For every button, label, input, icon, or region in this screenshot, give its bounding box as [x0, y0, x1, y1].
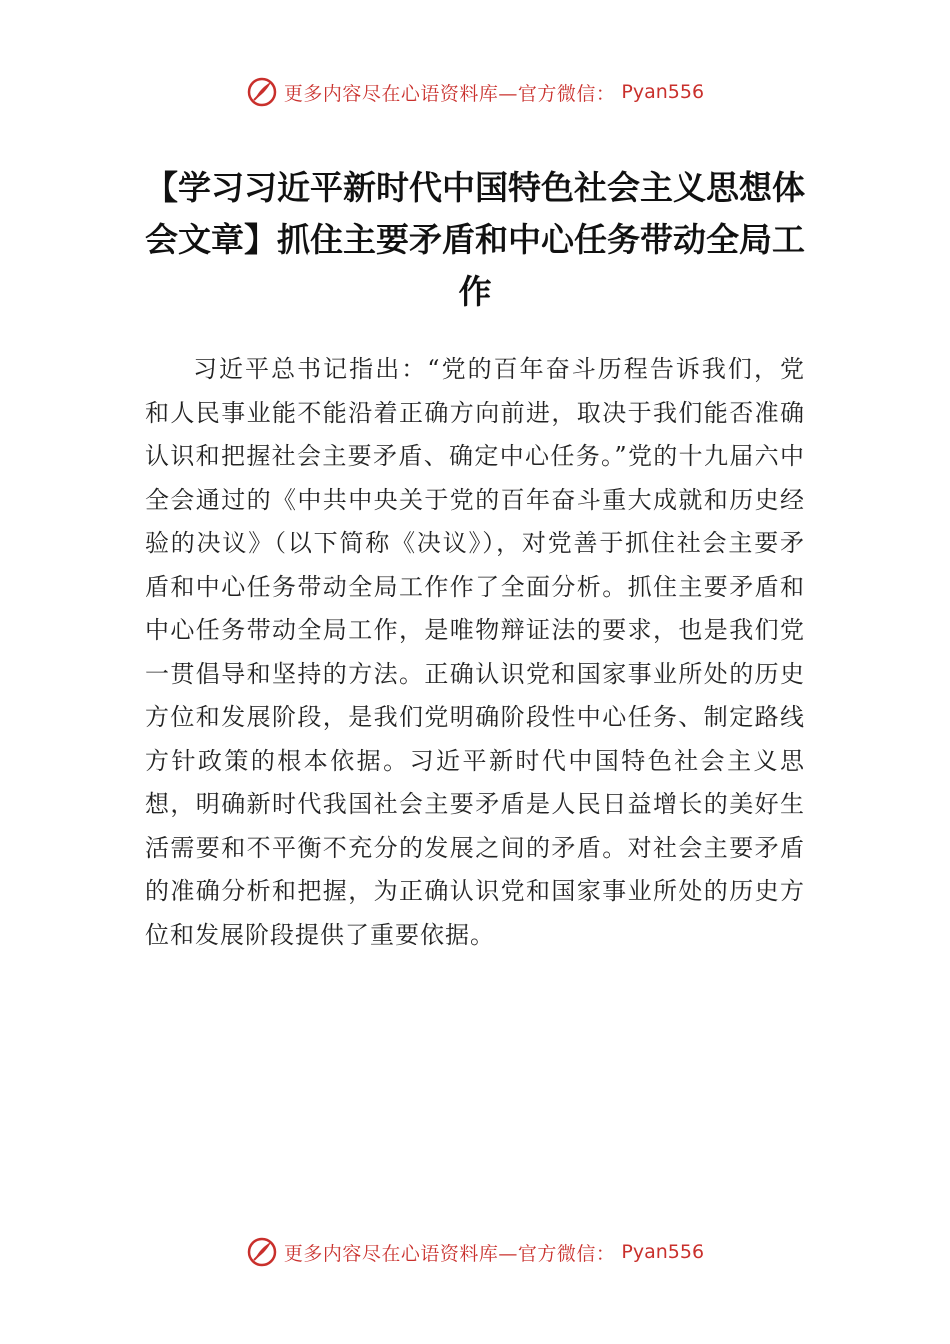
header-watermark: [0, 72, 950, 112]
document-title: 【学习习近平新时代中国特色社会主义思想体会文章】抓住主要矛盾和中心任务带动全局工作: [145, 168, 805, 311]
body-paragraph: 习近平总书记指出：“党的百年奋斗历程告诉我们，党和人民事业能不能沿着正确方向前进，取决于我们能否准确认识和把握社会主要矛盾、确定中心任务。”党的十九届六中全会通过的《中共中央关于党的百年奋斗重大成就和历史经验的决议》（以下简称《决议》），对党善于抓住社会主要矛盾和中心任务带动全局工作作了全面分析。抓住主要矛盾和中心任务带动全局工作，是唯物辩证法的要求，也是我们党一贯倡导和坚持的方法。正确认识党和国家事业所处的历史方位和发展阶段，是我们党明确阶段性中心任务、制定路线方针政策的根本依据。习近平新时代中国特色社会主义思想，明确新时代我国社会主要矛盾是人民日益增长的美好生活需要和不平衡不充分的发展之间的矛盾。对社会主要矛盾的准确分析和把握，为正确认识党和国家事业所处的历史方位和发展阶段提供了重要依据。: [145, 355, 805, 949]
quill-logo-icon: [246, 1236, 278, 1268]
watermark-wechat-id: Pyan556: [621, 1241, 705, 1263]
quill-logo-icon: [246, 76, 278, 108]
watermark-text: 更多内容尽在心语资料库—官方微信：: [283, 82, 616, 105]
watermark-text: 更多内容尽在心语资料库—官方微信：: [283, 1242, 616, 1265]
footer-watermark: [0, 1232, 950, 1272]
watermark-wechat-id: Pyan556: [621, 81, 705, 103]
